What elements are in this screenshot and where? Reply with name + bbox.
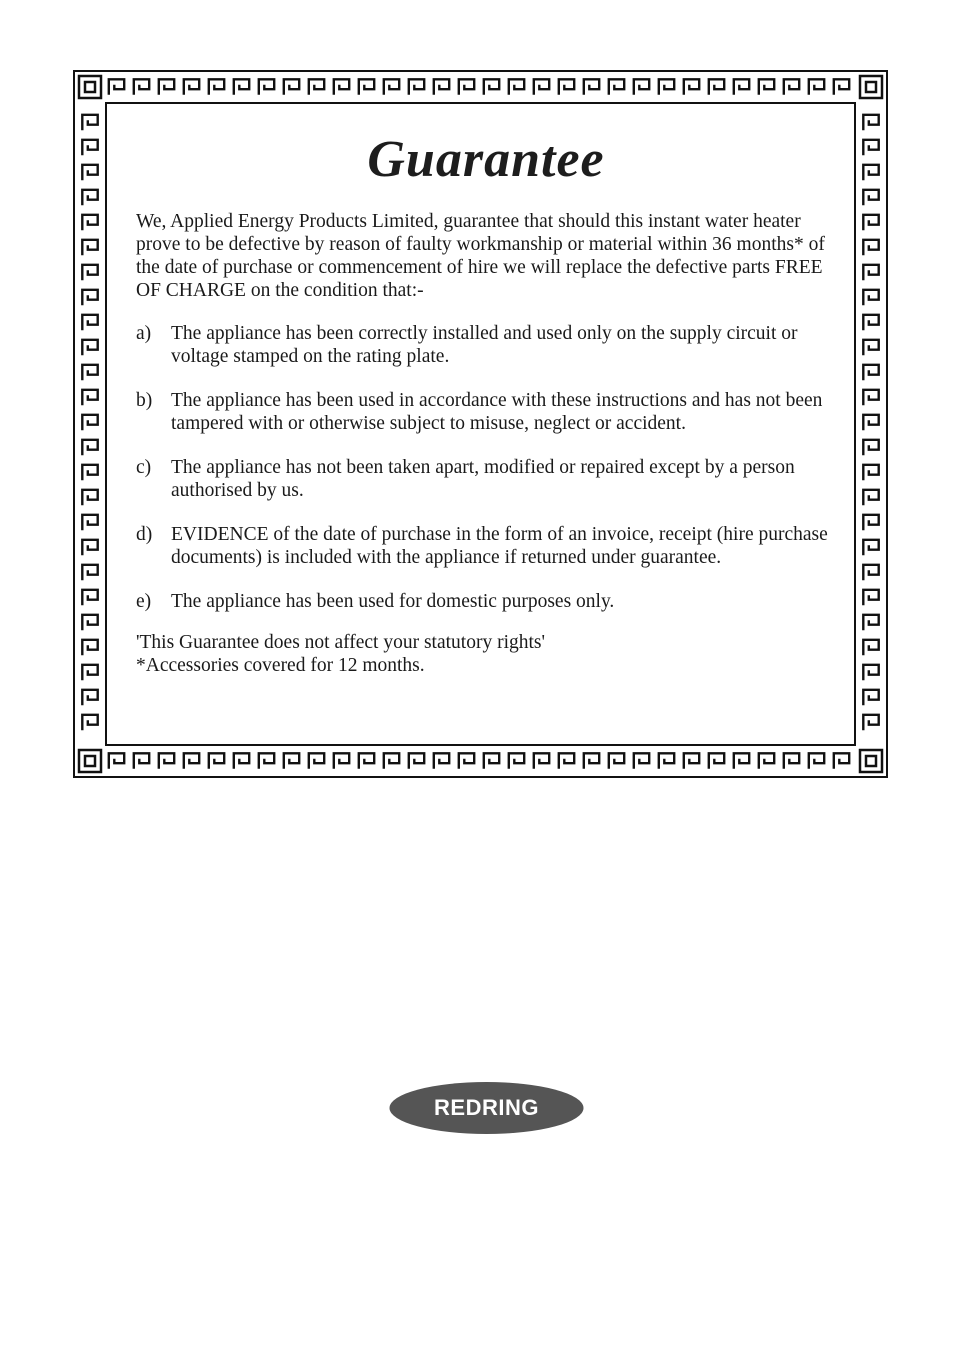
greek-key-motif bbox=[82, 240, 97, 255]
greek-key-motif bbox=[684, 753, 699, 768]
guarantee-content bbox=[136, 130, 836, 677]
greek-key-motif bbox=[484, 753, 499, 768]
accessories-note: *Accessories covered for 12 months. bbox=[136, 655, 425, 676]
greek-key-motif bbox=[82, 690, 97, 705]
greek-key-motif bbox=[863, 590, 878, 605]
greek-key-motif bbox=[709, 753, 724, 768]
condition-marker: e) bbox=[136, 591, 152, 612]
greek-key-motif bbox=[809, 753, 824, 768]
greek-key-motif bbox=[459, 753, 474, 768]
greek-key-motif bbox=[82, 590, 97, 605]
corner-top-right bbox=[856, 72, 886, 102]
condition-item bbox=[136, 456, 836, 502]
greek-key-motif bbox=[734, 79, 749, 94]
greek-key-motif bbox=[834, 753, 849, 768]
corner-bottom-right bbox=[856, 746, 886, 776]
greek-key-motif bbox=[82, 165, 97, 180]
condition-text: The appliance has been correctly installed and used only on the supply circuit or voltage stamped on the rating plate. bbox=[171, 323, 798, 367]
greek-key-motif bbox=[82, 640, 97, 655]
greek-key-motif bbox=[759, 79, 774, 94]
redring-logo bbox=[388, 1081, 585, 1135]
greek-key-motif bbox=[82, 390, 97, 405]
greek-key-motif bbox=[82, 565, 97, 580]
greek-key-motif bbox=[584, 753, 599, 768]
greek-key-motif bbox=[534, 753, 549, 768]
greek-key-motif bbox=[863, 440, 878, 455]
greek-key-motif bbox=[82, 290, 97, 305]
greek-key-motif bbox=[359, 79, 374, 94]
greek-key-motif bbox=[82, 215, 97, 230]
greek-key-motif bbox=[634, 753, 649, 768]
greek-key-motif bbox=[82, 665, 97, 680]
conditions-list bbox=[136, 322, 836, 613]
greek-key-motif bbox=[82, 265, 97, 280]
greek-key-motif bbox=[863, 240, 878, 255]
greek-key-motif bbox=[384, 79, 399, 94]
greek-key-motif bbox=[863, 640, 878, 655]
greek-key-motif bbox=[82, 415, 97, 430]
greek-key-motif bbox=[784, 753, 799, 768]
greek-key-motif bbox=[659, 79, 674, 94]
greek-key-motif bbox=[863, 465, 878, 480]
greek-key-motif bbox=[82, 715, 97, 730]
greek-key-motif bbox=[684, 79, 699, 94]
corner-bottom-left bbox=[75, 746, 105, 776]
greek-key-motif bbox=[863, 690, 878, 705]
greek-key-motif bbox=[534, 79, 549, 94]
corner-top-left bbox=[75, 72, 105, 102]
condition-item bbox=[136, 389, 836, 435]
greek-key-motif bbox=[259, 753, 274, 768]
greek-key-motif bbox=[309, 753, 324, 768]
greek-key-motif bbox=[863, 490, 878, 505]
greek-key-motif bbox=[82, 140, 97, 155]
greek-key-motif bbox=[209, 753, 224, 768]
greek-key-motif bbox=[634, 79, 649, 94]
greek-key-motif bbox=[234, 79, 249, 94]
greek-key-motif bbox=[109, 753, 124, 768]
greek-key-motif bbox=[434, 79, 449, 94]
greek-key-motif bbox=[359, 753, 374, 768]
greek-key-motif bbox=[863, 215, 878, 230]
greek-key-motif bbox=[82, 115, 97, 130]
greek-key-motif bbox=[259, 79, 274, 94]
logo-text: REDRING bbox=[434, 1095, 539, 1120]
greek-key-motif bbox=[863, 715, 878, 730]
greek-key-motif bbox=[559, 753, 574, 768]
condition-item bbox=[136, 322, 836, 368]
condition-marker: a) bbox=[136, 323, 152, 344]
greek-key-motif bbox=[484, 79, 499, 94]
greek-key-motif bbox=[784, 79, 799, 94]
greek-key-motif bbox=[459, 79, 474, 94]
greek-key-motif bbox=[863, 190, 878, 205]
greek-key-motif bbox=[82, 515, 97, 530]
greek-key-motif bbox=[109, 79, 124, 94]
greek-key-motif bbox=[209, 79, 224, 94]
greek-key-motif bbox=[82, 365, 97, 380]
condition-item bbox=[136, 590, 836, 613]
greek-key-motif bbox=[159, 79, 174, 94]
condition-text: EVIDENCE of the date of purchase in the form of an invoice, receipt (hire purchase documents) is included with the appliance if returned under guarantee. bbox=[171, 524, 828, 568]
greek-key-motif bbox=[863, 615, 878, 630]
greek-key-motif bbox=[284, 753, 299, 768]
greek-key-motif bbox=[863, 365, 878, 380]
greek-key-motif bbox=[134, 753, 149, 768]
greek-key-motif bbox=[863, 265, 878, 280]
greek-key-motif bbox=[234, 753, 249, 768]
border-right bbox=[856, 102, 886, 746]
greek-key-motif bbox=[509, 753, 524, 768]
greek-key-motif bbox=[584, 79, 599, 94]
greek-key-motif bbox=[863, 315, 878, 330]
greek-key-motif bbox=[309, 79, 324, 94]
greek-key-motif bbox=[284, 79, 299, 94]
greek-key-motif bbox=[863, 415, 878, 430]
statutory-rights-note: 'This Guarantee does not affect your statutory rights' bbox=[136, 632, 546, 653]
greek-key-motif bbox=[434, 753, 449, 768]
page-title: Guarantee bbox=[367, 131, 605, 188]
greek-key-motif bbox=[863, 140, 878, 155]
greek-key-motif bbox=[384, 753, 399, 768]
condition-marker: b) bbox=[136, 390, 153, 411]
guarantee-intro: We, Applied Energy Products Limited, guarantee that should this instant water heater prove to be defective by reason of faulty workmanship or material within 36 months* of the date of purchase or commencement of hire we will replace the defective parts FREE OF CHARGE on the condition that:- bbox=[136, 211, 825, 301]
greek-key-motif bbox=[559, 79, 574, 94]
greek-key-motif bbox=[863, 565, 878, 580]
greek-key-motif bbox=[509, 79, 524, 94]
greek-key-motif bbox=[863, 290, 878, 305]
condition-text: The appliance has been used for domestic purposes only. bbox=[171, 591, 615, 612]
greek-key-motif bbox=[409, 79, 424, 94]
greek-key-motif bbox=[184, 753, 199, 768]
condition-marker: c) bbox=[136, 457, 152, 478]
condition-text: The appliance has not been taken apart, modified or repaired except by a person authorised by us. bbox=[171, 457, 795, 501]
greek-key-motif bbox=[82, 615, 97, 630]
greek-key-motif bbox=[809, 79, 824, 94]
condition-item bbox=[136, 523, 836, 569]
greek-key-motif bbox=[82, 315, 97, 330]
greek-key-motif bbox=[834, 79, 849, 94]
greek-key-motif bbox=[82, 190, 97, 205]
greek-key-motif bbox=[334, 79, 349, 94]
greek-key-motif bbox=[863, 515, 878, 530]
greek-key-motif bbox=[609, 79, 624, 94]
greek-key-motif bbox=[863, 390, 878, 405]
condition-text: The appliance has been used in accordance with these instructions and has not been tampered with or otherwise subject to misuse, neglect or accident. bbox=[171, 390, 823, 434]
greek-key-motif bbox=[82, 465, 97, 480]
greek-key-motif bbox=[863, 115, 878, 130]
greek-key-motif bbox=[863, 665, 878, 680]
greek-key-motif bbox=[609, 753, 624, 768]
greek-key-motif bbox=[709, 79, 724, 94]
greek-key-motif bbox=[759, 753, 774, 768]
greek-key-motif bbox=[734, 753, 749, 768]
greek-key-motif bbox=[82, 490, 97, 505]
border-bottom bbox=[105, 746, 856, 776]
greek-key-motif bbox=[863, 340, 878, 355]
greek-key-motif bbox=[409, 753, 424, 768]
greek-key-motif bbox=[82, 340, 97, 355]
greek-key-motif bbox=[863, 540, 878, 555]
condition-marker: d) bbox=[136, 524, 153, 545]
greek-key-motif bbox=[134, 79, 149, 94]
greek-key-motif bbox=[334, 753, 349, 768]
greek-key-motif bbox=[82, 540, 97, 555]
greek-key-motif bbox=[863, 165, 878, 180]
border-left bbox=[75, 102, 105, 746]
greek-key-motif bbox=[159, 753, 174, 768]
greek-key-motif bbox=[659, 753, 674, 768]
greek-key-motif bbox=[184, 79, 199, 94]
greek-key-motif bbox=[82, 440, 97, 455]
border-top bbox=[105, 72, 856, 102]
